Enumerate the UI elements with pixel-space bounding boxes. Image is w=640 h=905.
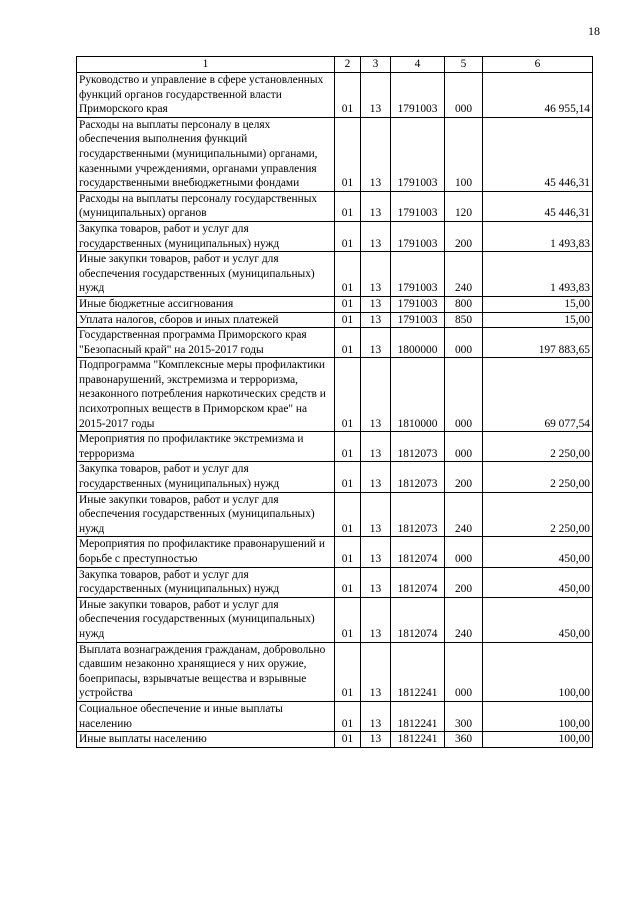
row-subsection-cell: 13 (361, 567, 391, 597)
row-target-article-cell: 1791003 (391, 296, 445, 312)
row-subsection-cell: 13 (361, 328, 391, 358)
row-target-article-cell: 1791003 (391, 312, 445, 328)
table-row (77, 492, 593, 537)
row-subsection-cell: 13 (361, 73, 391, 118)
row-target-article-cell: 1791003 (391, 252, 445, 297)
row-name-cell: Руководство и управление в сфере установленных функций органов государственной власти Приморского края (77, 73, 335, 118)
header-col-1: 1 (77, 57, 335, 73)
row-subsection-cell: 13 (361, 537, 391, 567)
row-section-cell: 01 (335, 492, 361, 537)
row-name-cell: Мероприятия по профилактике экстремизма и терроризма (77, 432, 335, 462)
row-sum-cell: 2 250,00 (483, 462, 593, 492)
table-body (77, 73, 593, 748)
row-expense-type-cell: 300 (445, 701, 483, 731)
table-row (77, 191, 593, 221)
row-sum-cell: 450,00 (483, 597, 593, 642)
row-sum-cell: 45 446,31 (483, 191, 593, 221)
row-target-article-cell: 1812241 (391, 732, 445, 748)
table-row (77, 642, 593, 701)
row-name-cell: Закупка товаров, работ и услуг для государственных (муниципальных) нужд (77, 221, 335, 251)
table-row (77, 73, 593, 118)
row-expense-type-cell: 100 (445, 117, 483, 191)
row-target-article-cell: 1791003 (391, 117, 445, 191)
row-subsection-cell: 13 (361, 432, 391, 462)
header-row (77, 57, 593, 73)
row-sum-cell: 100,00 (483, 732, 593, 748)
row-target-article-cell: 1812073 (391, 432, 445, 462)
page-number: 18 (588, 24, 600, 38)
row-expense-type-cell: 800 (445, 296, 483, 312)
row-section-cell: 01 (335, 358, 361, 432)
row-subsection-cell: 13 (361, 701, 391, 731)
row-name-cell: Иные закупки товаров, работ и услуг для обеспечения государственных (муниципальных) нужд (77, 252, 335, 297)
row-section-cell: 01 (335, 462, 361, 492)
row-subsection-cell: 13 (361, 221, 391, 251)
table-row (77, 312, 593, 328)
row-subsection-cell: 13 (361, 597, 391, 642)
row-section-cell: 01 (335, 252, 361, 297)
row-sum-cell: 100,00 (483, 701, 593, 731)
row-subsection-cell: 13 (361, 358, 391, 432)
row-target-article-cell: 1812074 (391, 597, 445, 642)
row-name-cell: Иные бюджетные ассигнования (77, 296, 335, 312)
row-name-cell: Иные выплаты населению (77, 732, 335, 748)
row-target-article-cell: 1812073 (391, 492, 445, 537)
row-sum-cell: 450,00 (483, 567, 593, 597)
table-header (77, 57, 593, 73)
row-section-cell: 01 (335, 642, 361, 701)
row-expense-type-cell: 000 (445, 432, 483, 462)
row-sum-cell: 1 493,83 (483, 221, 593, 251)
row-sum-cell: 100,00 (483, 642, 593, 701)
row-expense-type-cell: 120 (445, 191, 483, 221)
table-row (77, 296, 593, 312)
row-name-cell: Мероприятия по профилактике правонарушений и борьбе с преступностью (77, 537, 335, 567)
row-expense-type-cell: 000 (445, 73, 483, 118)
row-name-cell: Иные закупки товаров, работ и услуг для обеспечения государственных (муниципальных) нужд (77, 597, 335, 642)
row-target-article-cell: 1812073 (391, 462, 445, 492)
table-row (77, 732, 593, 748)
header-col-5: 5 (445, 57, 483, 73)
row-name-cell: Государственная программа Приморского края "Безопасный край" на 2015-2017 годы (77, 328, 335, 358)
row-target-article-cell: 1791003 (391, 73, 445, 118)
row-subsection-cell: 13 (361, 312, 391, 328)
row-name-cell: Расходы на выплаты персоналу государственных (муниципальных) органов (77, 191, 335, 221)
row-subsection-cell: 13 (361, 191, 391, 221)
row-target-article-cell: 1812074 (391, 537, 445, 567)
header-col-4: 4 (391, 57, 445, 73)
row-name-cell: Подпрограмма "Комплексные меры профилактики правонарушений, экстремизма и терроризма, незаконного потребления наркотических средств и психотропных веществ в Приморском крае" на 2015-2017 годы (77, 358, 335, 432)
table-row (77, 328, 593, 358)
row-name-cell: Иные закупки товаров, работ и услуг для обеспечения государственных (муниципальных) нужд (77, 492, 335, 537)
row-sum-cell: 15,00 (483, 296, 593, 312)
row-name-cell: Выплата вознаграждения гражданам, добровольно сдавшим незаконно хранящиеся у них оружие, боеприпасы, взрывчатые вещества и взрывные устройства (77, 642, 335, 701)
row-expense-type-cell: 000 (445, 642, 483, 701)
header-col-6: 6 (483, 57, 593, 73)
row-expense-type-cell: 000 (445, 328, 483, 358)
row-section-cell: 01 (335, 432, 361, 462)
table-row (77, 432, 593, 462)
row-name-cell: Закупка товаров, работ и услуг для государственных (муниципальных) нужд (77, 567, 335, 597)
table-row (77, 221, 593, 251)
table-row (77, 537, 593, 567)
row-sum-cell: 46 955,14 (483, 73, 593, 118)
row-target-article-cell: 1812241 (391, 701, 445, 731)
row-section-cell: 01 (335, 117, 361, 191)
header-col-3: 3 (361, 57, 391, 73)
table-row (77, 117, 593, 191)
row-sum-cell: 69 077,54 (483, 358, 593, 432)
row-expense-type-cell: 000 (445, 358, 483, 432)
row-sum-cell: 450,00 (483, 537, 593, 567)
row-expense-type-cell: 000 (445, 537, 483, 567)
row-section-cell: 01 (335, 567, 361, 597)
row-subsection-cell: 13 (361, 642, 391, 701)
row-section-cell: 01 (335, 221, 361, 251)
row-sum-cell: 45 446,31 (483, 117, 593, 191)
table-row (77, 358, 593, 432)
row-subsection-cell: 13 (361, 732, 391, 748)
row-expense-type-cell: 240 (445, 252, 483, 297)
table-row (77, 597, 593, 642)
row-section-cell: 01 (335, 73, 361, 118)
row-expense-type-cell: 200 (445, 462, 483, 492)
row-expense-type-cell: 360 (445, 732, 483, 748)
row-name-cell: Расходы на выплаты персоналу в целях обеспечения выполнения функций государственными (муниципальными) органами, казенными учреждениями, органами управления государственными внебюджетными фондами (77, 117, 335, 191)
row-target-article-cell: 1812074 (391, 567, 445, 597)
row-sum-cell: 197 883,65 (483, 328, 593, 358)
row-name-cell: Социальное обеспечение и иные выплаты населению (77, 701, 335, 731)
budget-table (76, 56, 593, 748)
table-row (77, 462, 593, 492)
row-section-cell: 01 (335, 296, 361, 312)
row-target-article-cell: 1791003 (391, 221, 445, 251)
row-subsection-cell: 13 (361, 252, 391, 297)
table-row (77, 701, 593, 731)
row-sum-cell: 15,00 (483, 312, 593, 328)
row-sum-cell: 2 250,00 (483, 432, 593, 462)
row-target-article-cell: 1791003 (391, 191, 445, 221)
row-expense-type-cell: 240 (445, 597, 483, 642)
row-section-cell: 01 (335, 328, 361, 358)
row-name-cell: Уплата налогов, сборов и иных платежей (77, 312, 335, 328)
row-subsection-cell: 13 (361, 117, 391, 191)
header-col-2: 2 (335, 57, 361, 73)
row-expense-type-cell: 240 (445, 492, 483, 537)
row-target-article-cell: 1810000 (391, 358, 445, 432)
row-section-cell: 01 (335, 191, 361, 221)
row-section-cell: 01 (335, 732, 361, 748)
row-name-cell: Закупка товаров, работ и услуг для государственных (муниципальных) нужд (77, 462, 335, 492)
row-section-cell: 01 (335, 312, 361, 328)
row-sum-cell: 1 493,83 (483, 252, 593, 297)
row-section-cell: 01 (335, 701, 361, 731)
row-subsection-cell: 13 (361, 492, 391, 537)
row-sum-cell: 2 250,00 (483, 492, 593, 537)
row-target-article-cell: 1800000 (391, 328, 445, 358)
row-target-article-cell: 1812241 (391, 642, 445, 701)
row-expense-type-cell: 200 (445, 221, 483, 251)
table-row (77, 252, 593, 297)
table-row (77, 567, 593, 597)
row-section-cell: 01 (335, 597, 361, 642)
row-subsection-cell: 13 (361, 296, 391, 312)
row-subsection-cell: 13 (361, 462, 391, 492)
row-section-cell: 01 (335, 537, 361, 567)
row-expense-type-cell: 850 (445, 312, 483, 328)
row-expense-type-cell: 200 (445, 567, 483, 597)
